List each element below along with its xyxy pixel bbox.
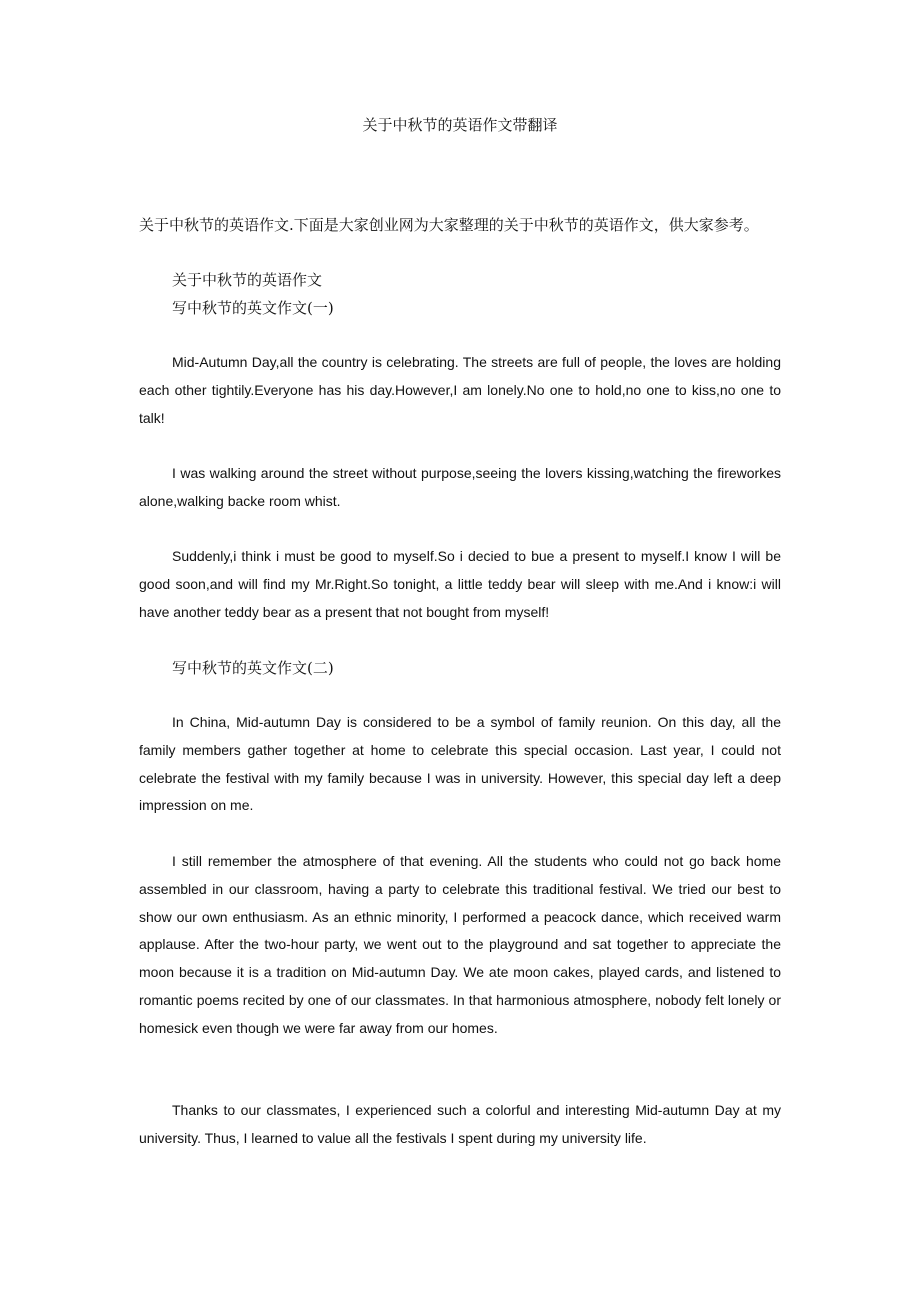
intro-paragraph: 关于中秋节的英语作文.下面是大家创业网为大家整理的关于中秋节的英语作文，供大家参考。 <box>139 216 759 234</box>
section2-paragraph-2: I still remember the atmosphere of that evening. All the students who could not go back home assembled in our classroom, having a party to celebrate this traditional festival. We tried our best to show our own enthusiasm. As an ethnic minority, I performed a peacock dance, which received warm applause. After the two-hour party, we went out to the playground and sat together to appreciate the moon because it is a tradition on Mid-autumn Day. We ate moon cakes, played cards, and listened to romantic poems recited by one of our classmates. In that harmonious atmosphere, nobody felt lonely or homesick even though we were far away from our homes. <box>139 853 781 1036</box>
section2-paragraph-3: Thanks to our classmates, I experienced such a colorful and interesting Mid-autumn Day at my university. Thus, I learned to value all the festivals I spent during my university life. <box>139 1102 781 1146</box>
section1-paragraph-2: I was walking around the street without purpose,seeing the lovers kissing,watching the fireworkes alone,walking backe room whist. <box>139 465 781 509</box>
subtitle: 关于中秋节的英语作文 <box>172 271 323 289</box>
section1-heading: 写中秋节的英文作文(一) <box>172 299 334 317</box>
section2-paragraph-1: In China, Mid-autumn Day is considered to be a symbol of family reunion. On this day, all the family members gather together at home to celebrate this special occasion. Last year, I could not celebrate the festival with my family because I was in university. However, this special day left a deep impression on me. <box>139 714 781 814</box>
section1-paragraph-1: Mid-Autumn Day,all the country is celebrating. The streets are full of people, the loves are holding each other tightily.Everyone has his day.However,I am lonely.No one to hold,no one to kiss,no one to talk! <box>139 354 781 426</box>
section2-heading: 写中秋节的英文作文(二) <box>172 659 334 677</box>
document-title: 关于中秋节的英语作文带翻译 <box>362 116 558 134</box>
section1-paragraph-3: Suddenly,i think i must be good to myself.So i decied to bue a present to myself.I know I will be good soon,and will find my Mr.Right.So tonight, a little teddy bear will sleep with me.And i know:i will have another teddy bear as a present that not bought from myself! <box>139 548 781 620</box>
